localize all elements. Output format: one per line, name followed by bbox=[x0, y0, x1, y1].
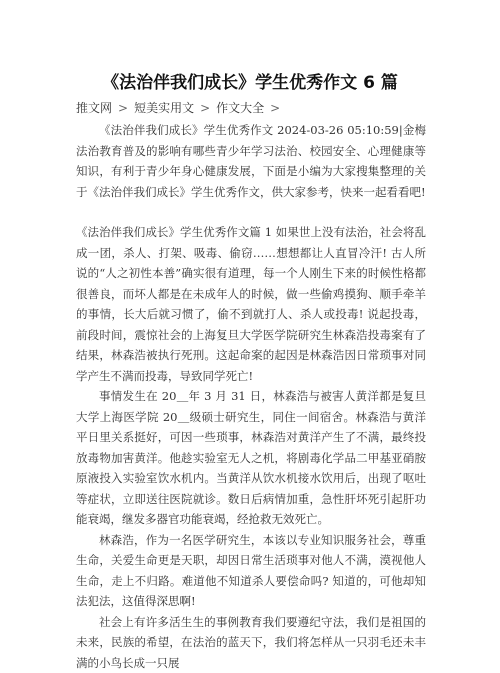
article-paragraph: 事情发生在 20＿年 3 月 31 日，林森浩与被害人黄洋都是复旦大学上海医学院 20＿级硕士研究生，同住一间宿舍。林森浩与黄洋平日里关系挺好，可因一些琐事，林森浩对黄洋产生了不满，最终投放毒物加害黄洋。他趁实验室无人之机，将剧毒化学品二甲基亚硝胺原液投入实验室饮水机内。当黄洋从饮水机接水饮用后，出现了呕吐等症状，立即送往医院就诊。数日后病情加重，急性肝坏死引起肝功能衰竭，继发多器官功能衰竭，经抢救无效死亡。 bbox=[76, 386, 426, 530]
breadcrumb bbox=[76, 99, 280, 117]
breadcrumb-link-section[interactable]: 作文大全 bbox=[216, 99, 264, 117]
article-body bbox=[76, 120, 426, 673]
article-intro: 《法治伴我们成长》学生优秀作文 2024-03-26 05:10:59|金梅 法治教育普及的影响有哪些青少年学习法治、校园安全、心理健康等知识，有利于青少年身心健康发展，下面是小编为大家搜集整理的关于《法治伴我们成长》学生优秀作文，供大家参考，快来一起看看吧! bbox=[76, 120, 426, 202]
page-title: 《法治伴我们成长》学生优秀作文 6 篇 bbox=[0, 71, 500, 95]
article-paragraph: 林森浩，作为一名医学研究生，本该以专业知识服务社会，尊重生命，关爱生命更是天职，却因日常生活琐事对他人不满，漠视他人生命，走上不归路。难道他不知道杀人要偿命吗? 知道的，可他却知法犯法，这值得深思啊! bbox=[76, 530, 426, 612]
article-paragraph: 社会上有许多活生生的事例教育我们要遵纪守法，我们是祖国的未来，民族的希望，在法治的蓝天下，我们将怎样从一只羽毛还未丰满的小鸟长成一只展 bbox=[76, 612, 426, 673]
breadcrumb-separator-icon: > bbox=[270, 99, 280, 117]
article-paragraph: 《法治伴我们成长》学生优秀作文篇 1 如果世上没有法治，社会将乱成一团，杀人、打架、吸毒、偷窃……想想都让人直冒冷汗! 古人所说的“人之初性本善”确实很有道理，每一个人刚生下来的时候性格都很善良，而坏人都是在未成年人的时候，做一些偷鸡摸狗、顺手牵羊的事情，长大后就习惯了，偷不到就打人、杀人或投毒! 说起投毒，前段时间，震惊社会的上海复旦大学医学院研究生林森浩投毒案有了结果，林森浩被执行死刑。这起命案的起因是林森浩因日常琐事对同学产生不满而投毒，导致同学死亡! bbox=[76, 222, 426, 386]
breadcrumb-separator-icon: > bbox=[200, 99, 210, 117]
breadcrumb-link-home[interactable]: 推文网 bbox=[76, 99, 112, 117]
breadcrumb-separator-icon: > bbox=[118, 99, 128, 117]
breadcrumb-link-category[interactable]: 短美实用文 bbox=[134, 99, 194, 117]
